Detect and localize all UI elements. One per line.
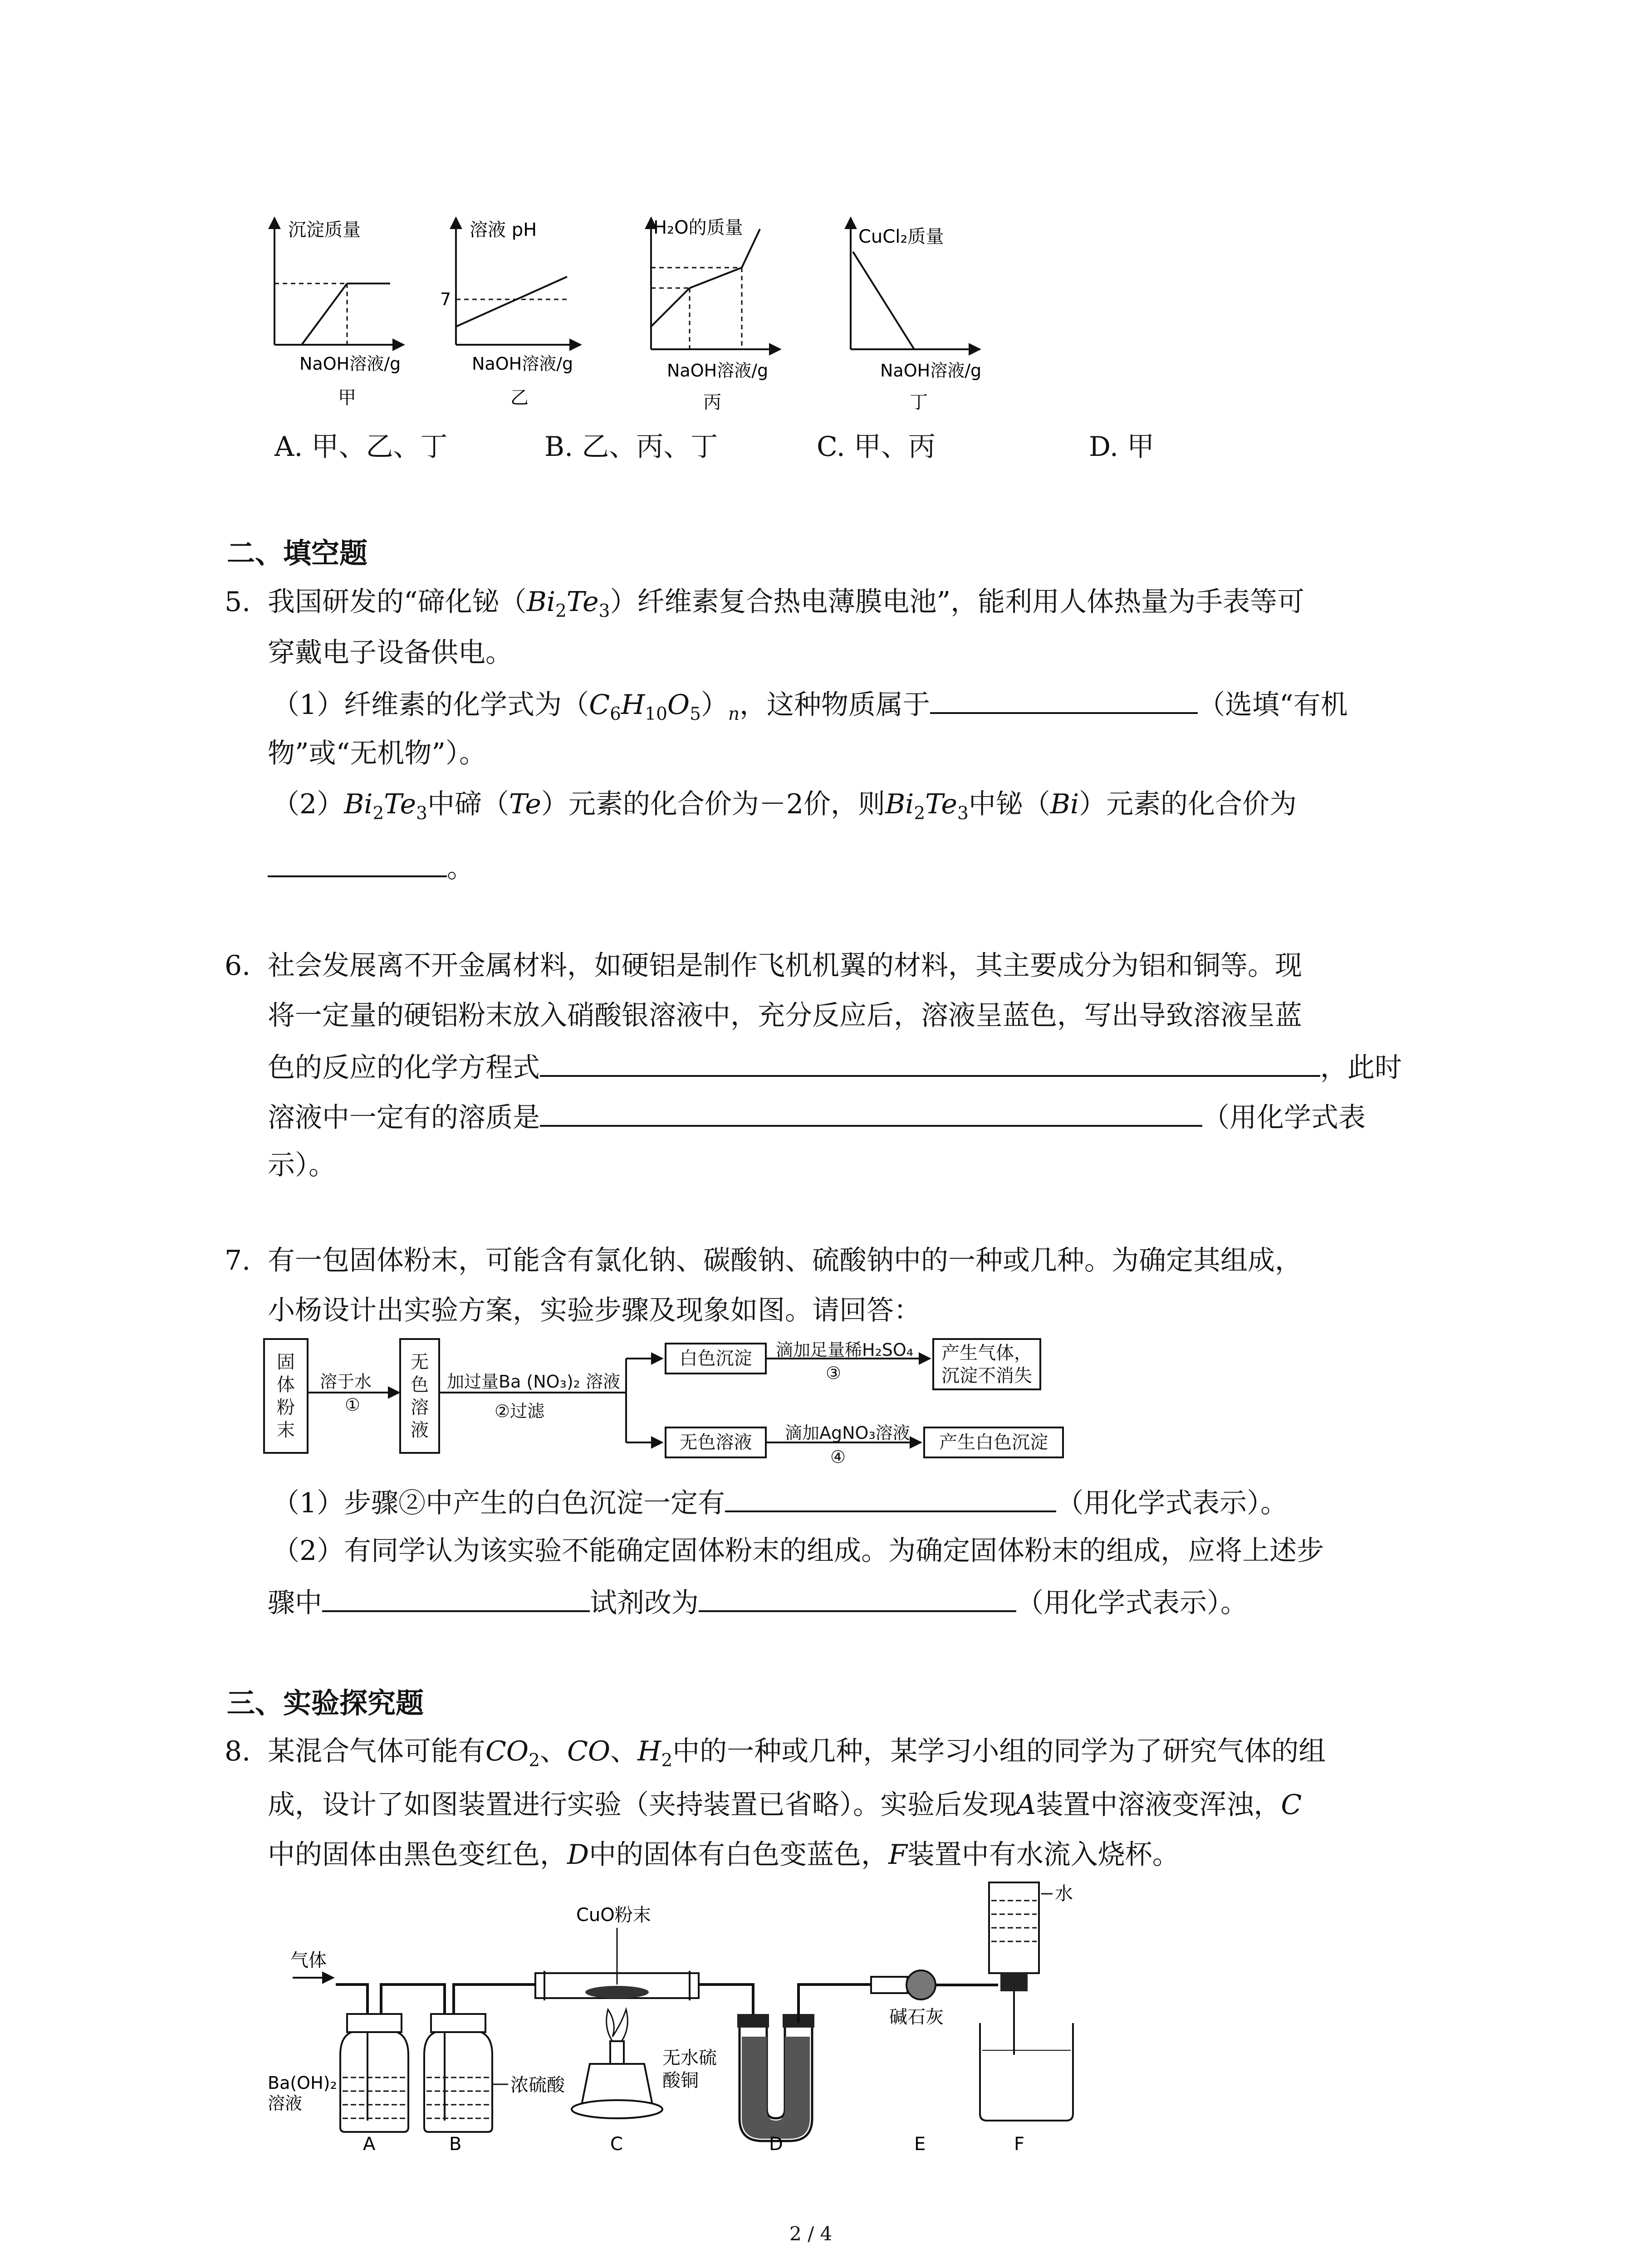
flow-solid-box: 固体粉末 — [263, 1338, 309, 1454]
q6-line1: 社会发展离不开金属材料，如硬铝是制作飞机机翼的材料，其主要成分为铝和铜等。现 — [268, 950, 1302, 982]
q7-blank-1[interactable] — [725, 1483, 1056, 1512]
graph-bing-name: 丙 — [703, 392, 721, 413]
flow-step4-num: ④ — [830, 1447, 846, 1467]
app-label-c: C — [610, 2134, 623, 2155]
q8-line3: 中的固体由黑色变红色，D中的固体有白色变蓝色，F装置中有水流入烧杯。 — [268, 1839, 1180, 1871]
app-baoh-label: Ba(OH)₂ — [268, 2073, 337, 2093]
graph-yi-name: 乙 — [510, 387, 529, 408]
q5-part2: $(2)Bi_2Te_3$中碲（Te）元素的化合价为－2价，则$Bi_2Te_3$中铋（Bi）元素的化合价为 — [272, 788, 1297, 824]
q7-part1: （1）步骤②中产生的白色沉淀一定有 （用化学式表示）。 — [272, 1483, 1288, 1521]
app-label-d: D — [769, 2134, 783, 2155]
graph-ding-xlabel: NaOH溶液/g — [880, 361, 982, 381]
flow-step4: 滴加AgNO₃溶液 — [785, 1423, 910, 1443]
q6-blank-2[interactable] — [540, 1098, 1202, 1127]
q4-option-d: D. 甲 — [1089, 431, 1155, 463]
tube-e — [871, 1970, 998, 1999]
app-label-f: F — [1014, 2134, 1025, 2155]
bottle-f — [980, 1882, 1073, 2121]
app-h2so4-label: 浓硫酸 — [510, 2075, 565, 2096]
flow-colorless2-box: 无色溶液 — [665, 1427, 767, 1458]
page-number: 2 / 4 — [789, 2223, 833, 2245]
app-lime-label: 碱石灰 — [889, 2007, 944, 2028]
graph-bing — [651, 217, 780, 413]
q8-apparatus — [254, 1873, 1116, 2155]
q7-line2: 小杨设计出实验方案，实验步骤及现象如图。请回答： — [268, 1295, 921, 1326]
q7-blank-3[interactable] — [699, 1583, 1016, 1612]
q6-line4: 溶液中一定有的溶质是 （用化学式表 — [268, 1098, 1366, 1135]
q5-blank-2[interactable] — [268, 848, 447, 877]
graph-jia-ylabel: 沉淀质量 — [288, 220, 361, 240]
graph-yi — [440, 218, 581, 408]
section2-title: 二、填空题 — [227, 537, 368, 570]
app-gas-label: 气体 — [290, 1950, 327, 1971]
q8-num: 8. — [225, 1735, 251, 1767]
graph-yi-tick: 7 — [440, 289, 451, 309]
graph-yi-xlabel: NaOH溶液/g — [472, 354, 573, 374]
app-label-b: B — [449, 2134, 462, 2155]
q4-option-c: C. 甲、丙 — [817, 431, 936, 463]
q5-blank-1[interactable] — [930, 685, 1198, 714]
q6-line3: 色的反应的化学方程式 ，此时 — [268, 1048, 1402, 1085]
app-water-label: 水 — [1055, 1883, 1073, 1904]
app-label-e: E — [914, 2134, 926, 2155]
q5-line1: 我国研发的“碲化铋$(Bi_2Te_3)$纤维素复合热电薄膜电池”，能利用人体热量为手表等可 — [268, 586, 1305, 621]
graph-bing-ylabel: H₂O的质量 — [653, 217, 743, 238]
graph-ding-ylabel: CuCl₂质量 — [858, 226, 944, 247]
q5-part1-cont: 物”或“无机物”）。 — [268, 738, 487, 769]
q6-blank-1[interactable] — [540, 1048, 1320, 1077]
section3-title: 三、实验探究题 — [227, 1686, 424, 1720]
app-label-a: A — [363, 2134, 376, 2155]
graph-jia — [274, 218, 404, 408]
bottle-a — [340, 2014, 408, 2132]
app-cuso4-label1: 无水硫 — [662, 2048, 717, 2068]
q7-part2: （2）有同学认为该实验不能确定固体粉末的组成。为确定固体粉末的组成，应将上述步 — [272, 1535, 1324, 1567]
q5-part1: （1）纤维素的化学式为$(C_6H_{10}O_5)_n$，这种物质属于 （选填“有机 — [272, 685, 1348, 732]
q7-part2-cont: 骤中 试剂改为 （用化学式表示）。 — [268, 1583, 1248, 1621]
q6-line2: 将一定量的硬铝粉末放入硝酸银溶液中，充分反应后，溶液呈蓝色，写出导致溶液呈蓝 — [268, 1000, 1302, 1031]
flow-colorless-box: 无色溶液 — [399, 1338, 440, 1454]
q7-blank-2[interactable] — [322, 1583, 590, 1612]
u-tube-d — [737, 2014, 814, 2141]
q5-line2: 穿戴电子设备供电。 — [268, 637, 513, 669]
q5-part2-cont: 。 — [268, 848, 474, 886]
q4-option-a: A. 甲、乙、丁 — [274, 431, 448, 463]
flow-step2-num: ②过滤 — [495, 1401, 545, 1421]
graph-jia-name: 甲 — [338, 387, 356, 408]
flow-step2: 加过量Ba (NO₃)₂ 溶液 — [447, 1372, 620, 1392]
q4-option-b: B. 乙、丙、丁 — [544, 431, 718, 463]
q7-num: 7. — [225, 1245, 251, 1276]
q6-line5: 示）。 — [268, 1149, 336, 1181]
app-baoh-label2: 溶液 — [268, 2093, 303, 2113]
bottle-b — [424, 2014, 492, 2132]
graph-jia-xlabel: NaOH溶液/g — [299, 354, 401, 374]
q7-flowchart — [263, 1338, 1125, 1474]
app-cuso4-label2: 酸铜 — [662, 2070, 699, 2091]
q5-num: 5. — [225, 586, 251, 618]
flow-step3-num: ③ — [826, 1363, 842, 1383]
q8-line1: 某混合气体可能有$CO_2$、CO、$H_2$中的一种或几种，某学习小组的同学为了研究气体的组 — [268, 1735, 1326, 1771]
flow-result3-box: 产生气体，沉淀不消失 — [932, 1338, 1041, 1390]
flow-step3: 滴加足量稀H₂SO₄ — [776, 1340, 914, 1360]
graph-ding — [851, 218, 981, 413]
q6-num: 6. — [225, 950, 251, 982]
q8-line2: 成，设计了如图装置进行实验（夹持装置已省略）。实验后发现A装置中溶液变浑浊，C — [268, 1789, 1302, 1821]
q7-line1: 有一包固体粉末，可能含有氯化钠、碳酸钠、硫酸钠中的一种或几种。为确定其组成， — [268, 1245, 1302, 1276]
app-cuo-label: CuO粉末 — [576, 1905, 651, 1926]
graph-ding-name: 丁 — [910, 392, 928, 413]
flow-step1-num: ① — [345, 1395, 361, 1415]
flow-white-ppt-box: 白色沉淀 — [665, 1343, 767, 1374]
graph-bing-xlabel: NaOH溶液/g — [667, 361, 769, 381]
flow-step1: 溶于水 — [320, 1372, 372, 1392]
q4-graphs — [254, 209, 1025, 422]
graph-yi-ylabel: 溶液 pH — [470, 220, 537, 240]
flow-result4-box: 产生白色沉淀 — [923, 1427, 1064, 1458]
